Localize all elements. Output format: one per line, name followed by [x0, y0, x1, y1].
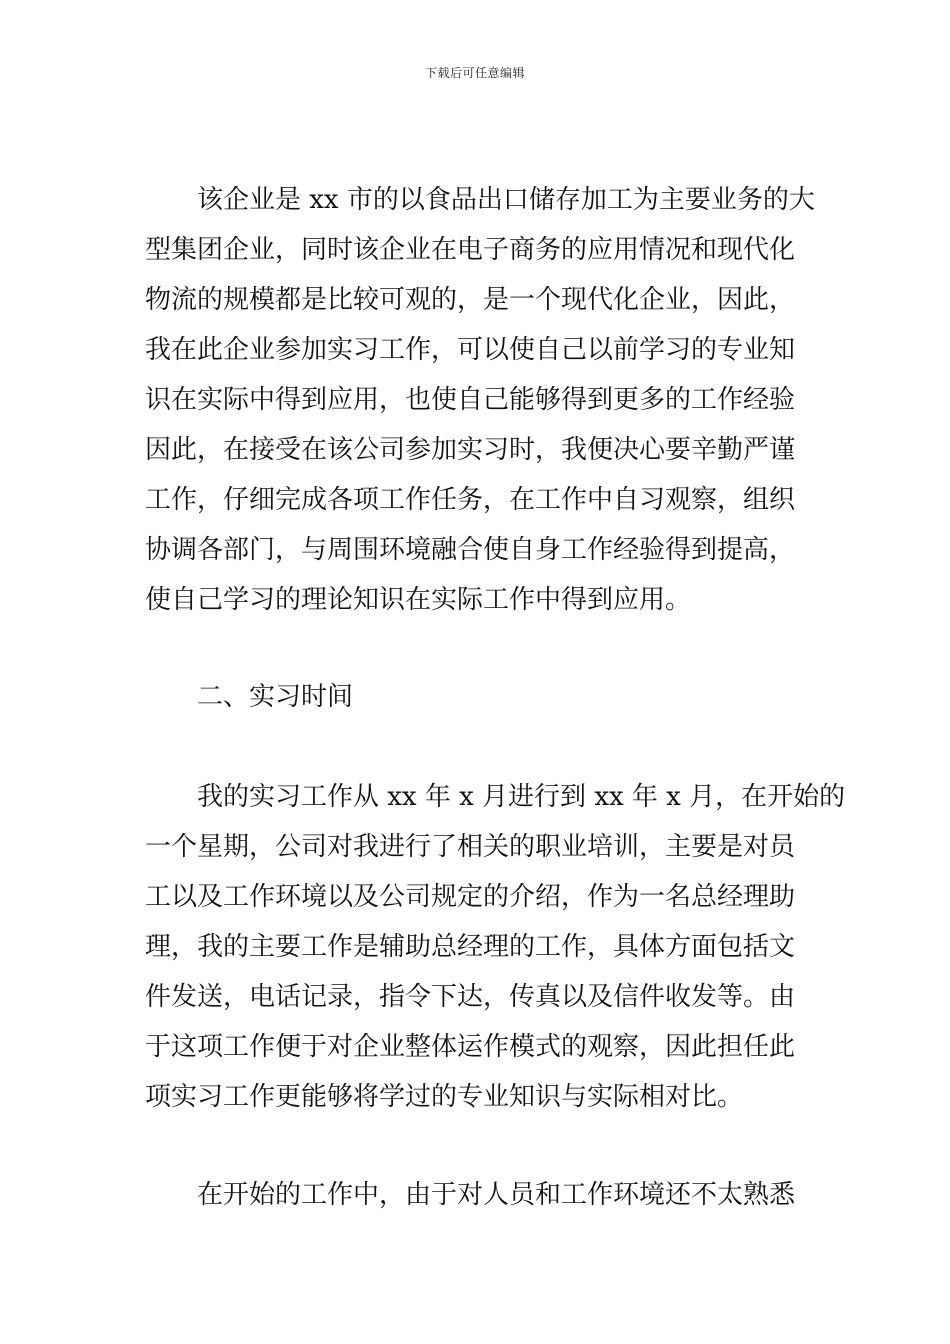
paragraph-line: 识在实际中得到应用，也使自己能够得到更多的工作经验 [145, 385, 796, 415]
paragraph-line: 工以及工作环境以及公司规定的介绍，作为一名总经理助 [145, 882, 796, 912]
section-heading: 二、实习时间 [197, 682, 354, 712]
paragraph-line: 物流的规模都是比较可观的，是一个现代化企业，因此， [145, 285, 796, 315]
paragraph-line: 于这项工作便于对企业整体运作模式的观察，因此担任此 [145, 1032, 796, 1062]
paragraph-line: 项实习工作更能够将学过的专业知识与实际相对比。 [145, 1082, 744, 1112]
page-header: 下载后可任意编辑 [424, 66, 525, 80]
paragraph-line: 理，我的主要工作是辅助总经理的工作，具体方面包括文 [145, 932, 796, 962]
paragraph-line: 在开始的工作中，由于对人员和工作环境还不太熟悉 [197, 1180, 796, 1210]
paragraph-line: 使自己学习的理论知识在实际工作中得到应用。 [145, 585, 692, 615]
paragraph-line: 一个星期，公司对我进行了相关的职业培训，主要是对员 [145, 832, 796, 862]
paragraph-line: 型集团企业，同时该企业在电子商务的应用情况和现代化 [145, 235, 796, 265]
paragraph-line: 该企业是 xx 市的以食品出口储存加工为主要业务的大 [197, 185, 815, 215]
paragraph-line: 因此，在接受在该公司参加实习时，我便决心要辛勤严谨 [145, 435, 796, 465]
paragraph-line: 协调各部门，与周围环境融合使自身工作经验得到提高， [145, 535, 796, 565]
paragraph-line: 工作，仔细完成各项工作任务，在工作中自习观察，组织 [145, 485, 796, 515]
paragraph-line: 我的实习工作从 xx 年 x 月进行到 xx 年 x 月，在开始的 [197, 782, 846, 812]
paragraph-line: 件发送，电话记录，指令下达，传真以及信件收发等。由 [145, 982, 796, 1012]
paragraph-line: 我在此企业参加实习工作，可以使自己以前学习的专业知 [145, 335, 796, 365]
